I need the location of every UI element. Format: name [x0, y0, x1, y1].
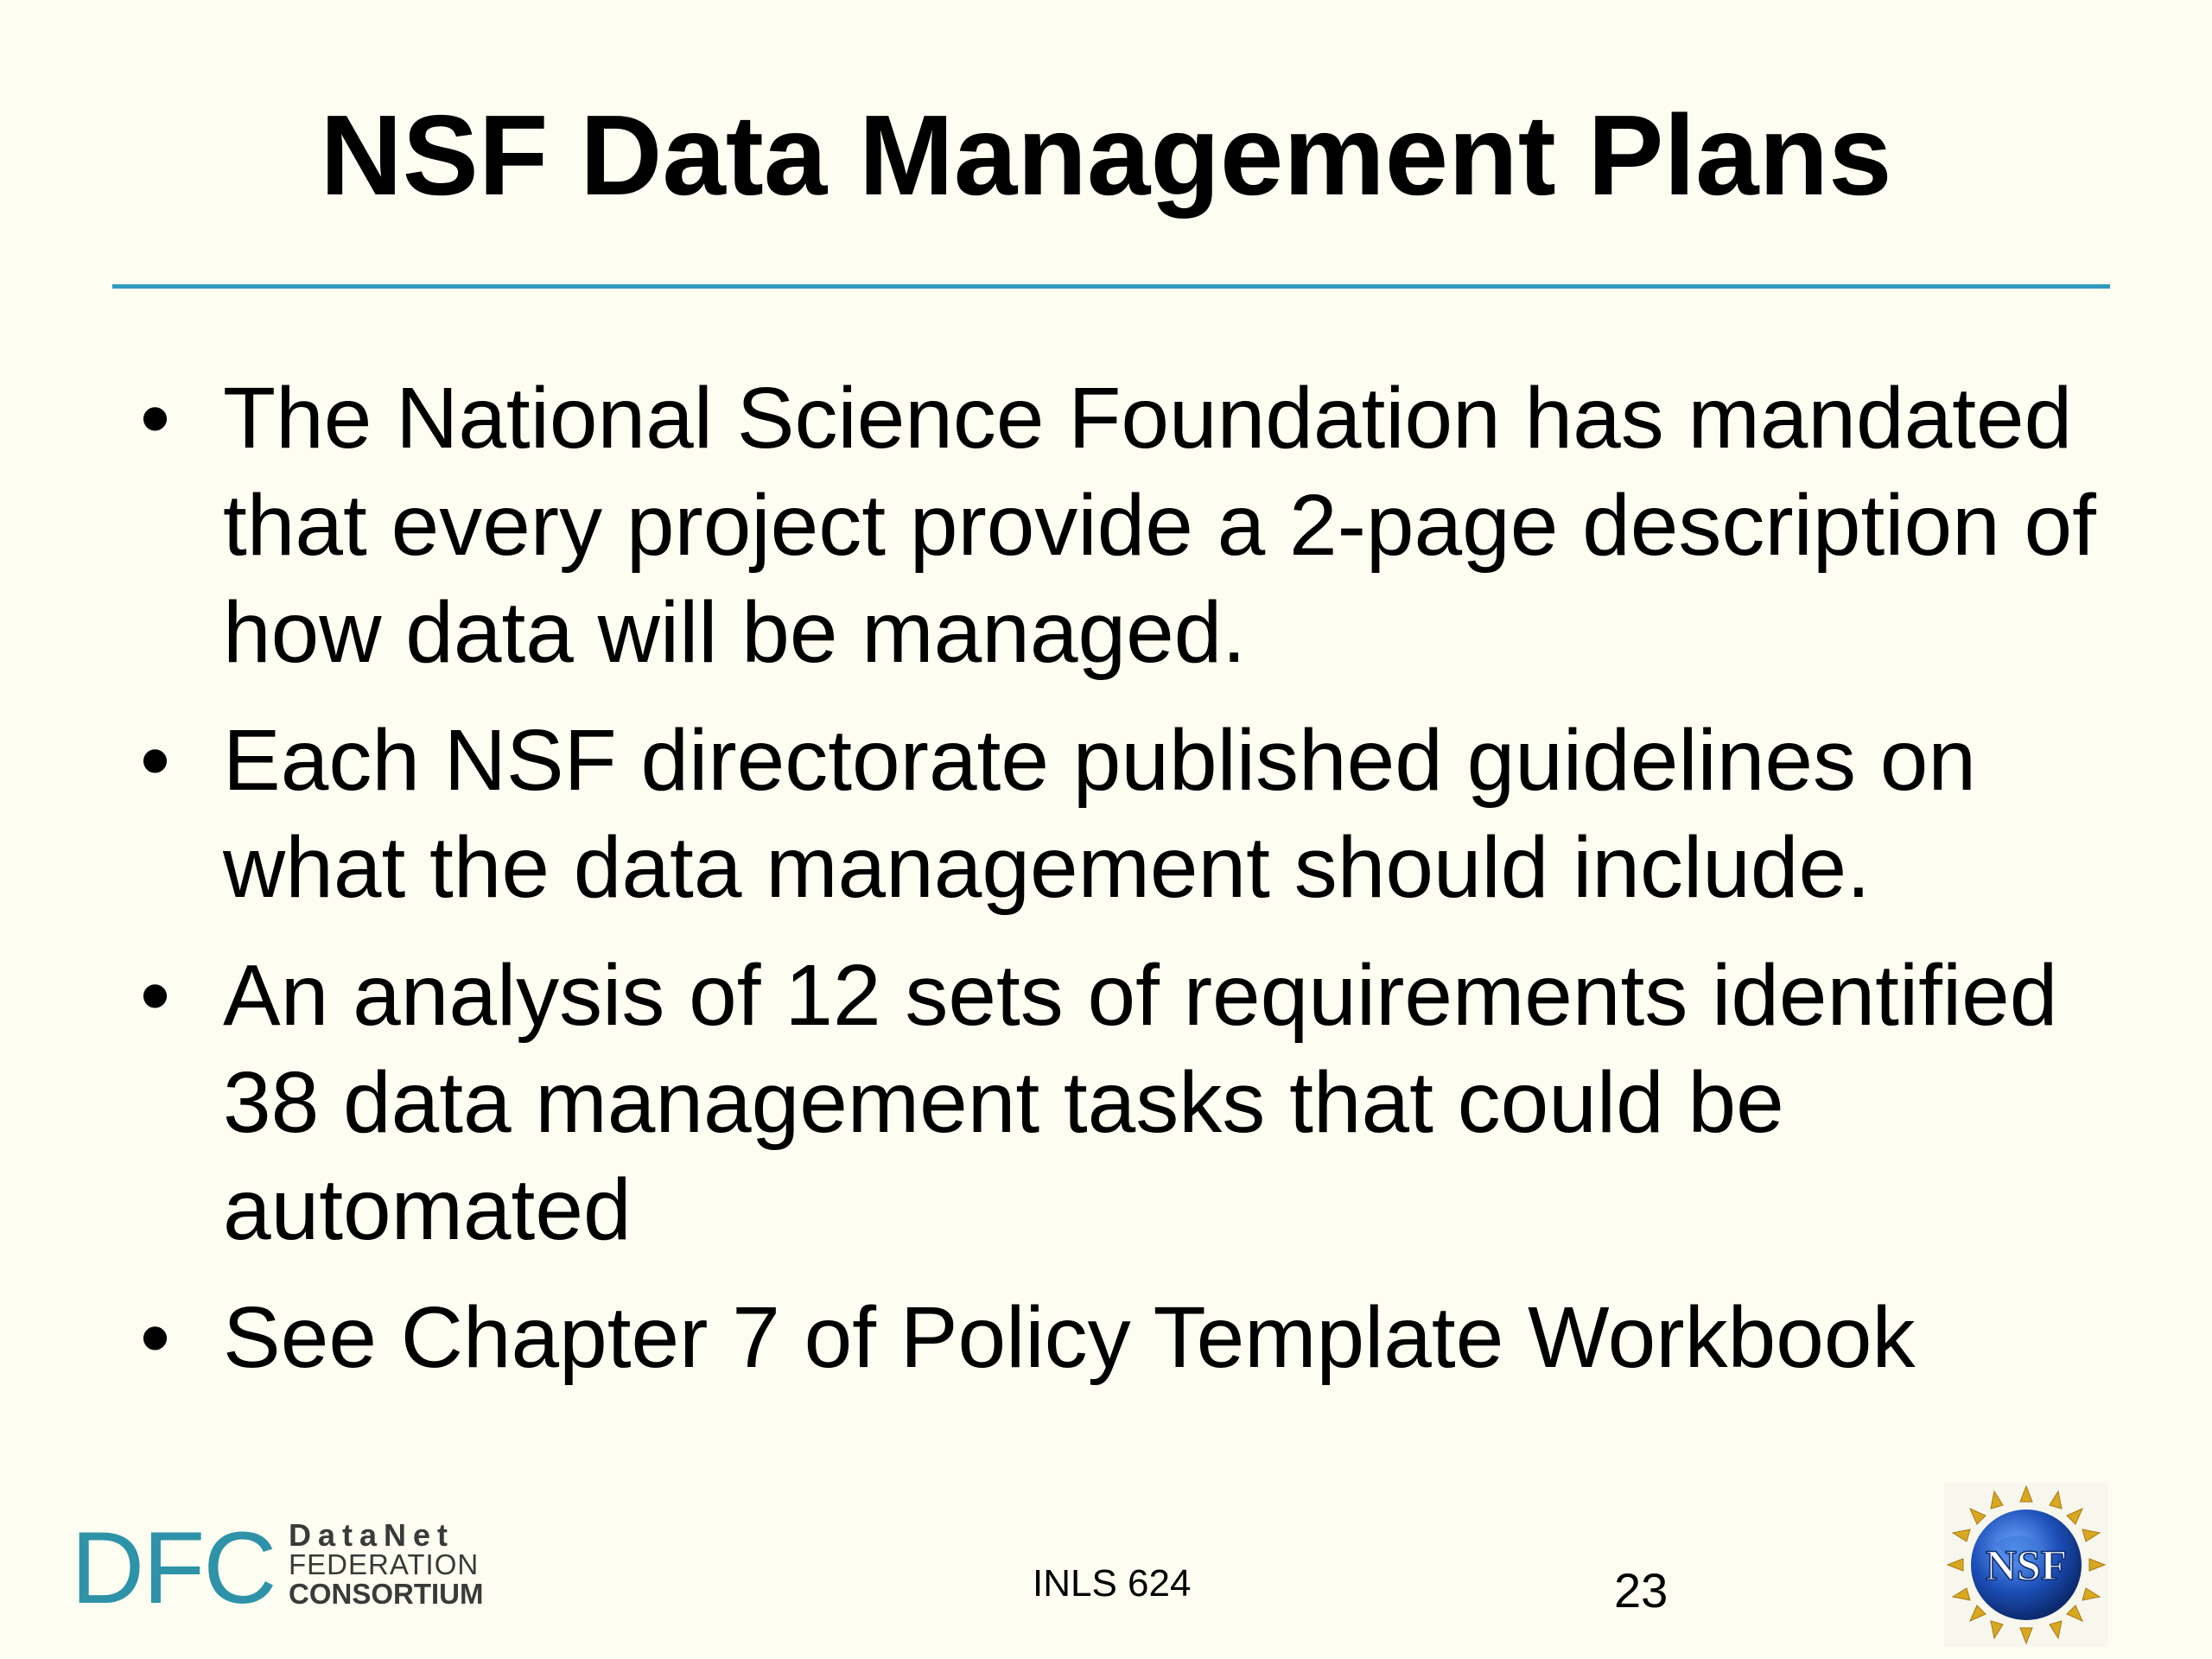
dfc-logo-line: DataNet: [289, 1517, 455, 1553]
dfc-logo-line: FEDERATION: [289, 1548, 480, 1580]
bullet-item: [130, 365, 2126, 686]
bullet-icon: •: [140, 712, 171, 809]
bullet-text: See Chapter 7 of Policy Template Workbook: [223, 1289, 1916, 1386]
bullet-text: Each NSF directorate published guidelines on what the data management should include.: [223, 712, 1977, 916]
page-number: 23: [1614, 1563, 1669, 1618]
dfc-logo: [71, 1511, 484, 1625]
bullet-icon: •: [140, 370, 171, 467]
course-label: INLS 624: [1033, 1562, 1192, 1605]
bullet-item: [130, 707, 2126, 921]
bullet-icon: •: [140, 1289, 171, 1386]
bullet-icon: •: [140, 947, 171, 1044]
nsf-logo-icon: [1944, 1483, 2108, 1647]
bullet-list: [130, 365, 2126, 1412]
dfc-logo-words: [289, 1517, 484, 1610]
bullet-text: An analysis of 12 sets of requirements identified 38 data management tasks that could be automated: [223, 947, 2058, 1258]
dfc-logo-mark: DFC: [71, 1511, 276, 1625]
bullet-item: [130, 942, 2126, 1263]
dfc-logo-line: CONSORTIUM: [289, 1578, 484, 1610]
slide-title: NSF Data Management Plans: [320, 92, 1892, 219]
bullet-item: [130, 1284, 2126, 1391]
bullet-text: The National Science Foundation has mandated that every project provide a 2-page description of how data will be managed.: [223, 370, 2096, 681]
nsf-logo-text: NSF: [1985, 1541, 2068, 1589]
title-divider: [112, 284, 2110, 289]
